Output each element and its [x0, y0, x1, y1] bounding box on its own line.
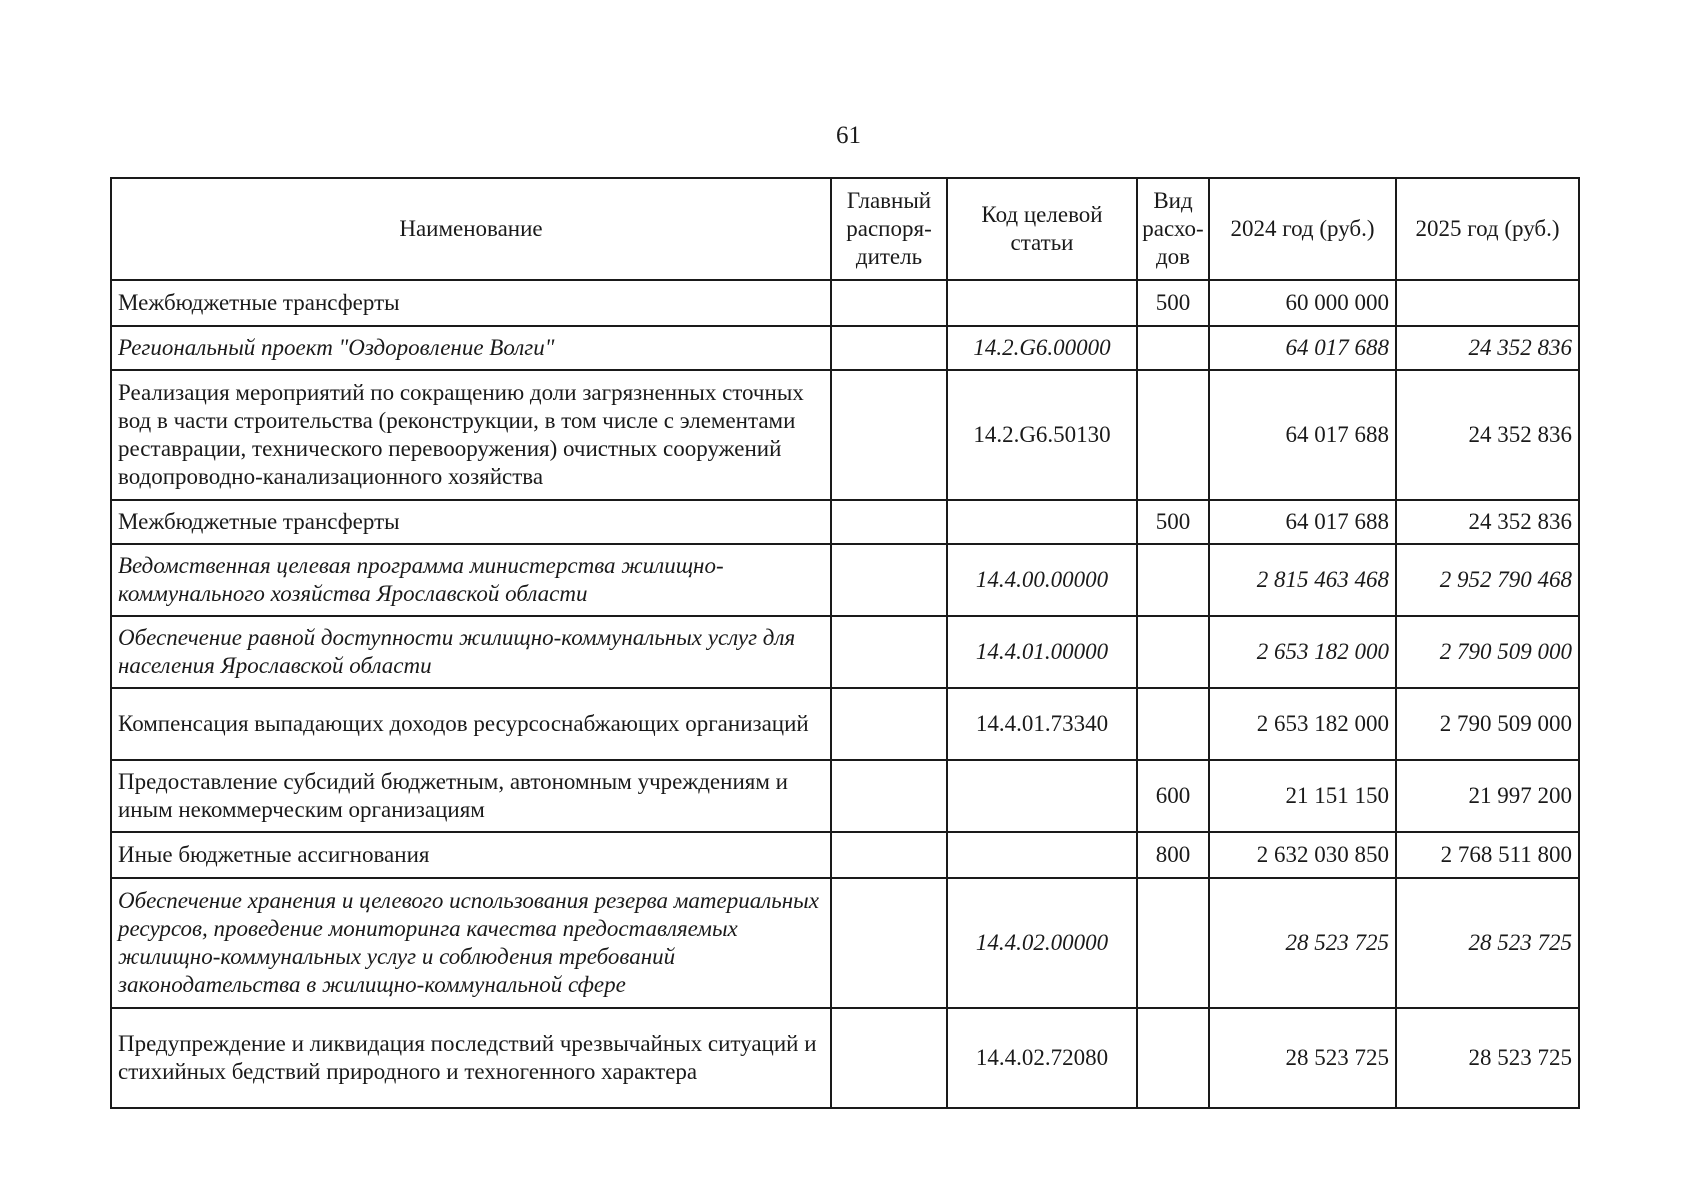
cell-2024: 2 653 182 000 — [1209, 616, 1396, 688]
table-row — [111, 326, 1579, 370]
cell-manager — [831, 688, 947, 760]
cell-2024: 28 523 725 — [1209, 1008, 1396, 1108]
cell-type: 800 — [1137, 832, 1209, 878]
table-row — [111, 544, 1579, 616]
cell-manager — [831, 326, 947, 370]
header-2024: 2024 год (руб.) — [1209, 178, 1396, 280]
cell-2024: 2 653 182 000 — [1209, 688, 1396, 760]
cell-name: Иные бюджетные ассигнования — [111, 832, 831, 878]
cell-name: Ведомственная целевая программа министерства жилищно-коммунального хозяйства Ярославской области — [111, 544, 831, 616]
table-row — [111, 878, 1579, 1008]
cell-name: Реализация мероприятий по сокращению доли загрязненных сточных вод в части строительства (реконструкции, в том числе с элементами реставрации, технического перевооружения) очистных сооружений водопроводно-канализационного хозяйства — [111, 370, 831, 500]
table-row — [111, 280, 1579, 326]
cell-2024: 2 632 030 850 — [1209, 832, 1396, 878]
cell-name: Региональный проект "Оздоровление Волги" — [111, 326, 831, 370]
cell-manager — [831, 280, 947, 326]
cell-2024: 60 000 000 — [1209, 280, 1396, 326]
cell-2025: 28 523 725 — [1396, 878, 1579, 1008]
cell-2025: 2 790 509 000 — [1396, 688, 1579, 760]
cell-type — [1137, 370, 1209, 500]
cell-type — [1137, 544, 1209, 616]
cell-code: 14.4.02.72080 — [947, 1008, 1137, 1108]
cell-2025: 2 952 790 468 — [1396, 544, 1579, 616]
cell-code: 14.4.01.00000 — [947, 616, 1137, 688]
cell-type — [1137, 326, 1209, 370]
cell-code — [947, 280, 1137, 326]
cell-2024: 64 017 688 — [1209, 326, 1396, 370]
cell-type: 500 — [1137, 280, 1209, 326]
cell-2025: 2 768 511 800 — [1396, 832, 1579, 878]
table-row — [111, 500, 1579, 544]
header-manager: Главный распоря-дитель — [831, 178, 947, 280]
table-header-row — [111, 178, 1579, 280]
cell-name: Межбюджетные трансферты — [111, 280, 831, 326]
page-number: 61 — [836, 122, 861, 149]
cell-2025: 21 997 200 — [1396, 760, 1579, 832]
cell-manager — [831, 832, 947, 878]
cell-name: Обеспечение хранения и целевого использования резерва материальных ресурсов, проведение мониторинга качества предоставляемых жилищно-коммунальных услуг и соблюдения требований законодательства в жилищно-коммунальной сфере — [111, 878, 831, 1008]
cell-name: Предоставление субсидий бюджетным, автономным учреждениям и иным некоммерческим организациям — [111, 760, 831, 832]
table-row — [111, 1008, 1579, 1108]
table-body — [111, 280, 1579, 1108]
cell-name: Компенсация выпадающих доходов ресурсоснабжающих организаций — [111, 688, 831, 760]
cell-code — [947, 832, 1137, 878]
cell-manager — [831, 500, 947, 544]
cell-manager — [831, 878, 947, 1008]
cell-type — [1137, 878, 1209, 1008]
cell-name: Предупреждение и ликвидация последствий чрезвычайных ситуаций и стихийных бедствий природного и техногенного характера — [111, 1008, 831, 1108]
cell-code — [947, 500, 1137, 544]
cell-code: 14.4.00.00000 — [947, 544, 1137, 616]
cell-2024: 21 151 150 — [1209, 760, 1396, 832]
table-row — [111, 616, 1579, 688]
table-row — [111, 688, 1579, 760]
cell-code — [947, 760, 1137, 832]
cell-2024: 64 017 688 — [1209, 370, 1396, 500]
cell-2025: 2 790 509 000 — [1396, 616, 1579, 688]
cell-type: 600 — [1137, 760, 1209, 832]
cell-type — [1137, 688, 1209, 760]
cell-2025: 24 352 836 — [1396, 326, 1579, 370]
cell-name: Обеспечение равной доступности жилищно-коммунальных услуг для населения Ярославской области — [111, 616, 831, 688]
cell-2025 — [1396, 280, 1579, 326]
table-row — [111, 760, 1579, 832]
cell-manager — [831, 760, 947, 832]
cell-type — [1137, 616, 1209, 688]
header-code: Код целевой статьи — [947, 178, 1137, 280]
header-2025: 2025 год (руб.) — [1396, 178, 1579, 280]
cell-manager — [831, 616, 947, 688]
header-name: Наименование — [111, 178, 831, 280]
cell-code: 14.2.G6.00000 — [947, 326, 1137, 370]
budget-table — [110, 177, 1580, 1109]
cell-2024: 28 523 725 — [1209, 878, 1396, 1008]
cell-code: 14.4.02.00000 — [947, 878, 1137, 1008]
cell-code: 14.4.01.73340 — [947, 688, 1137, 760]
table-row — [111, 370, 1579, 500]
cell-2025: 28 523 725 — [1396, 1008, 1579, 1108]
cell-manager — [831, 544, 947, 616]
cell-2025: 24 352 836 — [1396, 500, 1579, 544]
cell-name: Межбюджетные трансферты — [111, 500, 831, 544]
cell-2025: 24 352 836 — [1396, 370, 1579, 500]
cell-type — [1137, 1008, 1209, 1108]
cell-type: 500 — [1137, 500, 1209, 544]
cell-manager — [831, 1008, 947, 1108]
cell-code: 14.2.G6.50130 — [947, 370, 1137, 500]
header-type: Вид расхо-дов — [1137, 178, 1209, 280]
cell-2024: 2 815 463 468 — [1209, 544, 1396, 616]
cell-manager — [831, 370, 947, 500]
cell-2024: 64 017 688 — [1209, 500, 1396, 544]
table-row — [111, 832, 1579, 878]
